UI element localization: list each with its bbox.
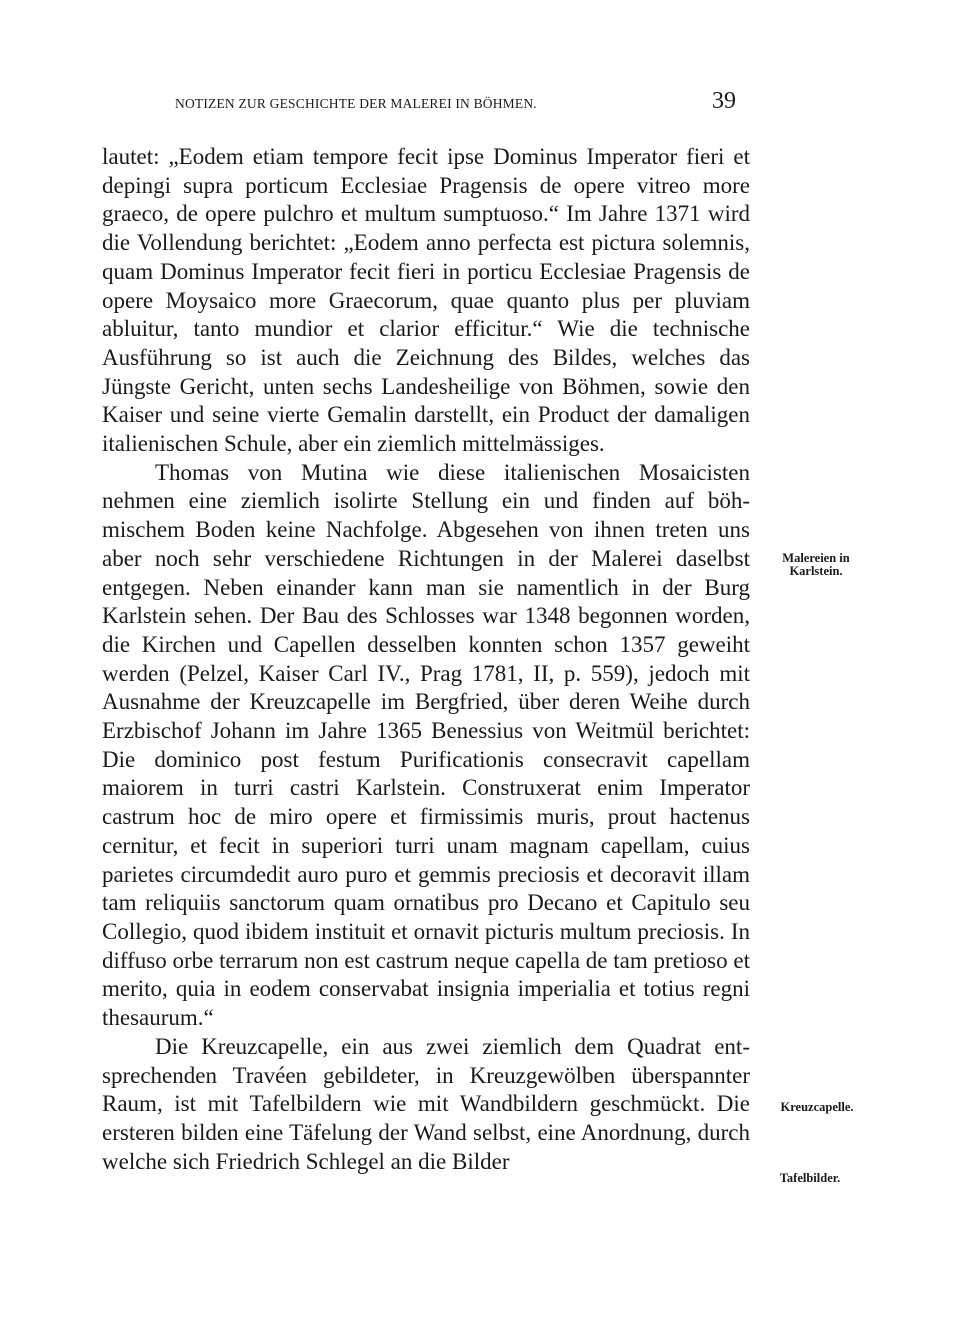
- margin-note-malereien-in-karlstein: Malereien in Karlstein.: [782, 551, 850, 578]
- paragraph-3: Die Kreuzcapelle, ein aus zwei ziemlich dem Quadrat entsprechenden Travéen gebildeter, in Kreuzgewölben überspannter Raum, ist mit Tafelbildern wie mit Wandbildern geschmückt. Die ersteren bilden eine Täfelung der Wand selbst, eine Anordnung, durch welche sich Friedrich Schlegel an die Bilder: [102, 1033, 750, 1174]
- body-text: [102, 143, 750, 1176]
- margin-note-kreuzcapelle: Kreuzcapelle.: [780, 1100, 854, 1114]
- running-head-title: NOTIZEN ZUR GESCHICHTE DER MALEREI IN BÖHMEN.: [175, 96, 537, 111]
- paragraph-2: Thomas von Mutina wie diese italienischen Mosaicisten nehmen eine ziemlich isolirte Stellung ein und finden auf böhmischem Boden keine Nachfolge. Abgesehen von ihnen treten uns aber noch sehr verschiedene Richtungen in der Malerei daselbst entgegen. Neben einander kann man sie namentlich in der Burg Karlstein sehen. Der Bau des Schlosses war 1348 begonnen worden, die Kirchen und Capellen desselben konnten schon 1357 geweiht werden (Pelzel, Kaiser Carl IV., Prag 1781, II, p. 559), jedoch mit Ausnahme der Kreuzcapelle im Bergfried, über deren Weihe durch Erzbischof Johann im Jahre 1365 Benessius von Weitmül berichtet: Die dominico post festum Purificationis consecravit capellam maiorem in turri castri Karlstein. Construxerat enim Imperator castrum hoc de miro opere et firmissimis muris, prout hactenus cernitur, et fecit in superiori turri unam magnam capellam, cuius parietes circumdedit auro puro et gemmis preciosis et decoravit illam tam reliquiis sanctorum quam ornatibus pro Decano et Capitulo seu Collegio, quod ibidem instituit et ornavit picturis multum preciosis. In diffuso orbe terrarum non est castrum neque capella de tam pretioso et merito, quia in eodem conservabat insignia imperialia et totius regni thesaurum.“: [102, 459, 750, 1031]
- margin-note-tafelbilder: Tafelbilder.: [779, 1171, 841, 1185]
- paragraph-1: lautet: „Eodem etiam tempore fecit ipse Dominus Imperator fieri et depingi supra porticum Ecclesiae Pragensis de opere vitreo more graeco, de opere pulchro et multum sumptuoso.“ Im Jahre 1371 wird die Vollendung berichtet: „Eodem anno perfecta est pictura solemnis, quam Dominus Imperator fecit fieri in porticu Ecclesiae Pragensis de opere Moysaico more Graecorum, quae quanto plus per pluviam abluitur, tanto mundior et clarior efficitur.“ Wie die technische Ausführung so ist auch die Zeichnung des Bildes, welches das Jüngste Gericht, unten sechs Landesheilige von Böhmen, sowie den Kaiser und seine vierte Gemalin darstellt, ein Product der damaligen italienischen Schule, aber ein ziemlich mittelmässiges.: [102, 144, 750, 457]
- page-number: 39: [712, 88, 736, 114]
